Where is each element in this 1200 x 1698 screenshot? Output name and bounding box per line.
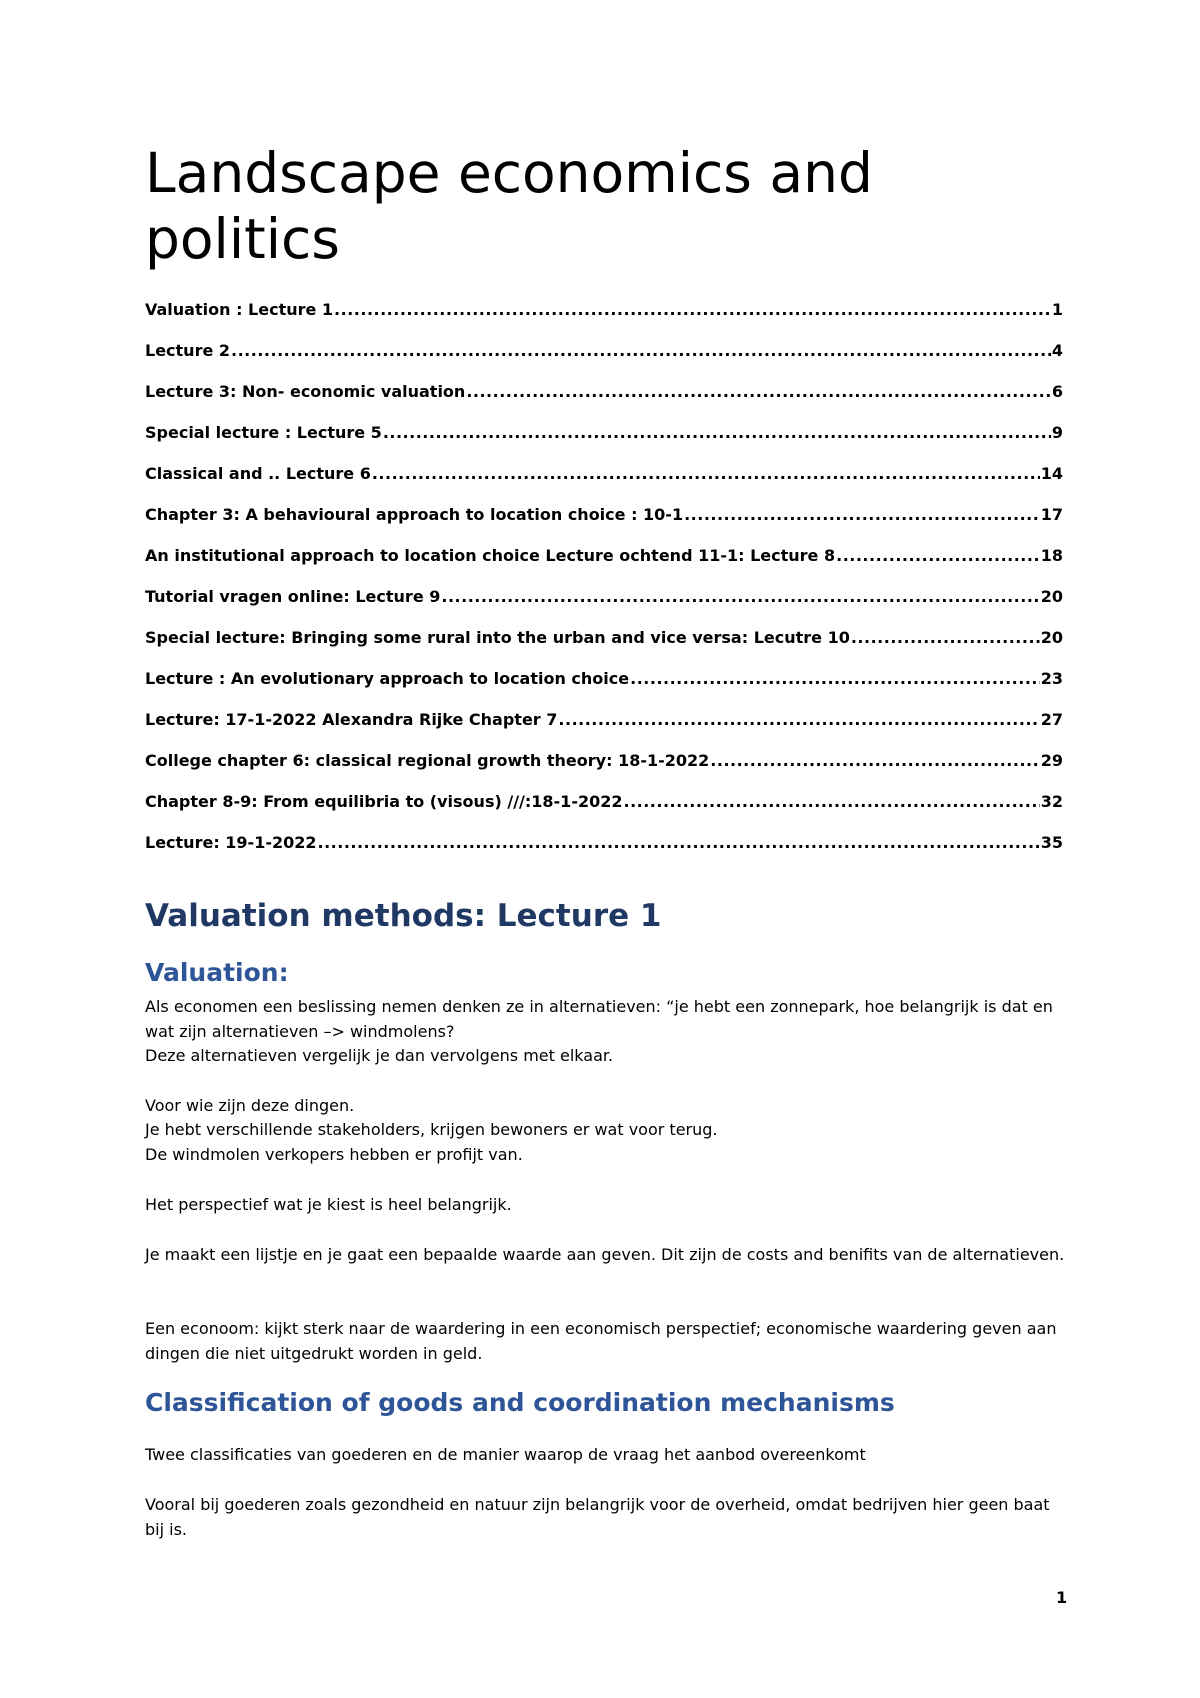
toc-leader-dots <box>383 423 1051 442</box>
toc-entry[interactable] <box>145 546 1063 587</box>
paragraph: De windmolen verkopers hebben er profijt van. <box>145 1145 523 1164</box>
toc-page-number: 20 <box>1040 628 1063 647</box>
paragraph: Voor wie zijn deze dingen. <box>145 1096 355 1115</box>
paragraph: Het perspectief wat je kiest is heel belangrijk. <box>145 1195 512 1214</box>
toc-entry-text: Lecture 2 <box>145 341 231 360</box>
page-number: 1 <box>1056 1588 1068 1607</box>
toc-page-number: 35 <box>1040 833 1063 852</box>
toc-leader-dots <box>630 669 1040 688</box>
toc-page-number: 27 <box>1040 710 1063 729</box>
toc-leader-dots <box>623 792 1039 811</box>
paragraph: Vooral bij goederen zoals gezondheid en natuur zijn belangrijk voor de overheid, omdat bedrijven hier geen baat bij is. <box>145 1495 1050 1539</box>
toc-entry-text: Tutorial vragen online: Lecture 9 <box>145 587 441 606</box>
toc-leader-dots <box>372 464 1040 483</box>
toc-entry[interactable] <box>145 587 1063 628</box>
toc-entry[interactable] <box>145 669 1063 710</box>
toc-leader-dots <box>231 341 1051 360</box>
toc-entry-text: Chapter 3: A behavioural approach to location choice : 10-1 <box>145 505 684 524</box>
subsection-heading-valuation: Valuation: <box>145 958 289 987</box>
toc-entry[interactable] <box>145 833 1063 874</box>
toc-page-number: 1 <box>1051 300 1063 319</box>
toc-leader-dots <box>684 505 1040 524</box>
toc-page-number: 29 <box>1040 751 1063 770</box>
toc-entry-text: Lecture: 19-1-2022 <box>145 833 317 852</box>
toc-entry-text: Lecture: 17-1-2022 Alexandra Rijke Chapter 7 <box>145 710 558 729</box>
paragraph: Twee classificaties van goederen en de manier waarop de vraag het aanbod overeenkomt <box>145 1445 866 1464</box>
toc-entry[interactable] <box>145 751 1063 792</box>
toc-entry[interactable] <box>145 792 1063 833</box>
paragraph: Deze alternatieven vergelijk je dan vervolgens met elkaar. <box>145 1046 614 1065</box>
toc-entry-text: Valuation : Lecture 1 <box>145 300 334 319</box>
toc-leader-dots <box>334 300 1051 319</box>
paragraph: Je maakt een lijstje en je gaat een bepaalde waarde aan geven. Dit zijn de costs and benifits van de alternatieven. <box>145 1245 1065 1264</box>
toc-entry[interactable] <box>145 464 1063 505</box>
toc-leader-dots <box>558 710 1039 729</box>
toc-entry-text: Chapter 8-9: From equilibria to (visous) ///:18-1-2022 <box>145 792 623 811</box>
toc-leader-dots <box>318 833 1040 852</box>
toc-entry-text: College chapter 6: classical regional growth theory: 18-1-2022 <box>145 751 710 770</box>
toc-page-number: 6 <box>1051 382 1063 401</box>
toc-page-number: 23 <box>1040 669 1063 688</box>
toc-entry-text: Lecture 3: Non- economic valuation <box>145 382 466 401</box>
toc-entry-text: Special lecture : Lecture 5 <box>145 423 382 442</box>
toc-leader-dots <box>441 587 1039 606</box>
toc-leader-dots <box>466 382 1051 401</box>
toc-leader-dots <box>836 546 1040 565</box>
toc-page-number: 9 <box>1051 423 1063 442</box>
document-title: Landscape economics and politics <box>145 141 873 271</box>
toc-leader-dots <box>710 751 1039 770</box>
toc-entry[interactable] <box>145 505 1063 546</box>
toc-entry[interactable] <box>145 423 1063 464</box>
toc-page-number: 17 <box>1040 505 1063 524</box>
paragraph: Een econoom: kijkt sterk naar de waardering in een economisch perspectief; economische waardering geven aan dingen die niet uitgedrukt worden in geld. <box>145 1319 1057 1363</box>
toc-entry-text: Lecture : An evolutionary approach to location choice <box>145 669 630 688</box>
toc-entry-text: Special lecture: Bringing some rural into the urban and vice versa: Lecutre 10 <box>145 628 850 647</box>
toc-entry-text: Classical and .. Lecture 6 <box>145 464 371 483</box>
subsection-heading-classification: Classification of goods and coordination mechanisms <box>145 1388 895 1417</box>
section-heading: Valuation methods: Lecture 1 <box>145 898 662 934</box>
toc-entry[interactable] <box>145 382 1063 423</box>
toc-page-number: 32 <box>1040 792 1063 811</box>
toc-entry[interactable] <box>145 628 1063 669</box>
toc-page-number: 20 <box>1040 587 1063 606</box>
paragraph: Je hebt verschillende stakeholders, krijgen bewoners er wat voor terug. <box>145 1120 718 1139</box>
toc-entry[interactable] <box>145 300 1063 341</box>
paragraph: Als economen een beslissing nemen denken ze in alternatieven: “je hebt een zonnepark, hoe belangrijk is dat en wat zijn alternatieven –> windmolens? <box>145 997 1053 1041</box>
toc-entry[interactable] <box>145 341 1063 382</box>
toc-leader-dots <box>851 628 1040 647</box>
toc-entry[interactable] <box>145 710 1063 751</box>
toc-entry-text: An institutional approach to location choice Lecture ochtend 11-1: Lecture 8 <box>145 546 836 565</box>
toc-page-number: 18 <box>1040 546 1063 565</box>
table-of-contents <box>145 300 1063 874</box>
toc-page-number: 14 <box>1040 464 1063 483</box>
toc-page-number: 4 <box>1051 341 1063 360</box>
